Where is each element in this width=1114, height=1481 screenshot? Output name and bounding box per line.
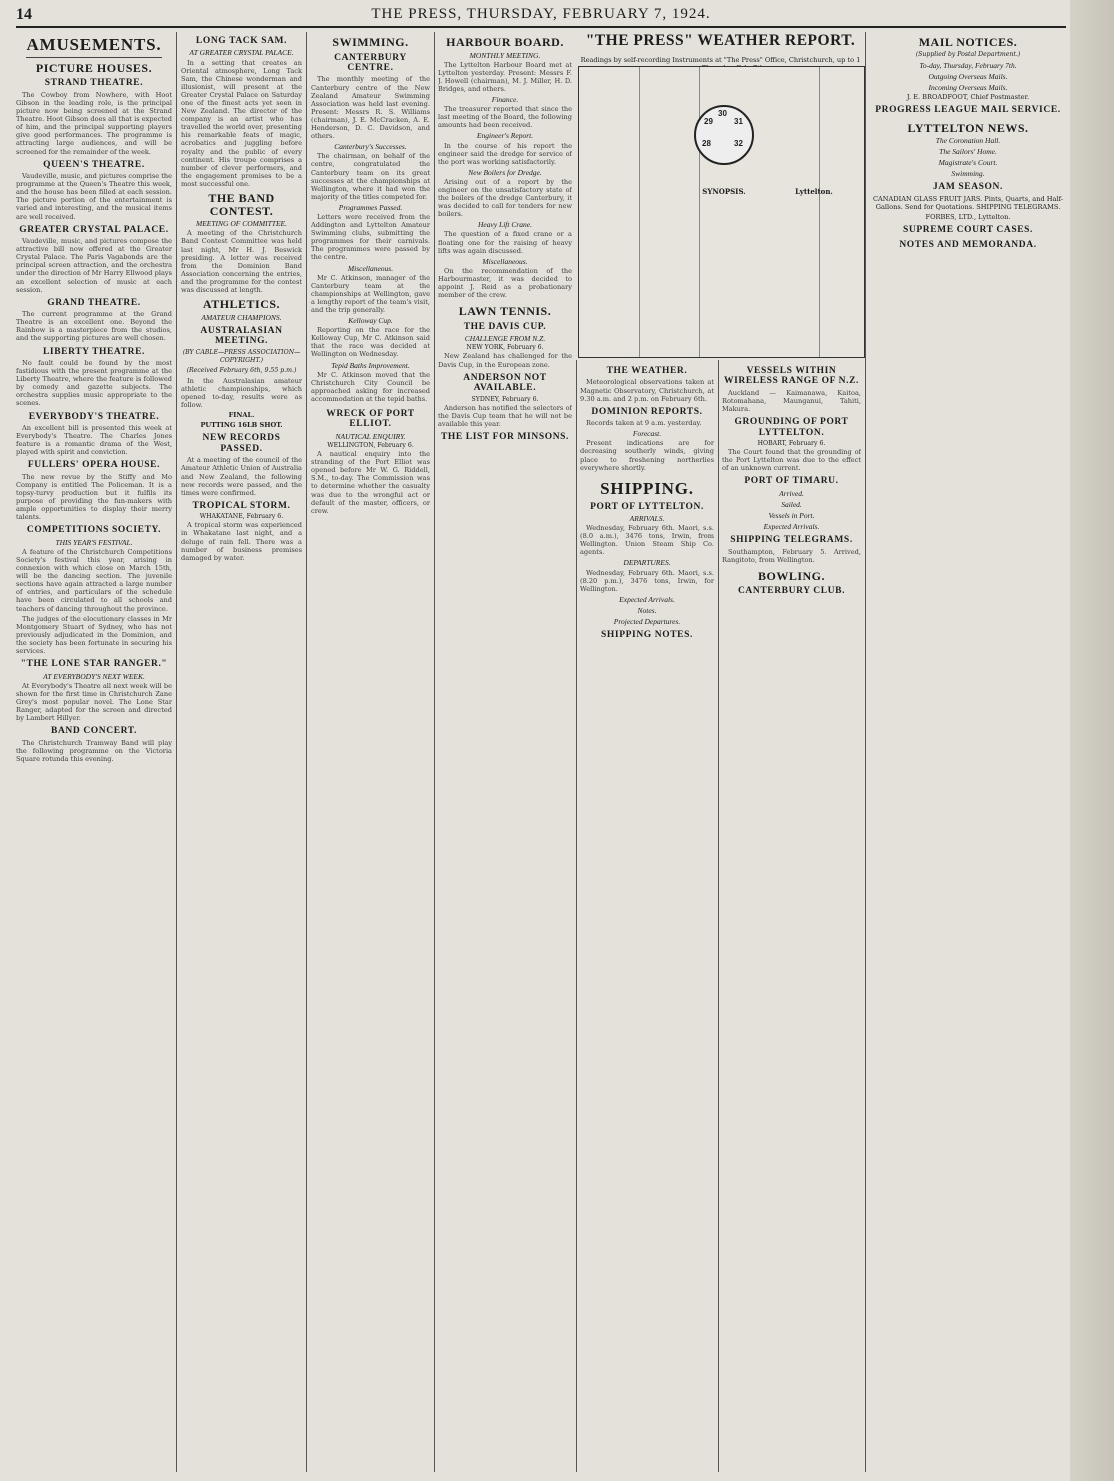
dateline: NEW YORK, February 6. bbox=[466, 344, 544, 352]
article-body: New Zealand has challenged for the Davis Cup, in the European zone. bbox=[438, 352, 572, 369]
article-subheading: MONTHLY MEETING. bbox=[469, 50, 541, 60]
article-subheading: Miscellaneous. bbox=[482, 256, 528, 266]
article-heading: PORT OF TIMARU. bbox=[744, 476, 839, 487]
column-rule bbox=[434, 32, 435, 1472]
column-sport-2 bbox=[311, 32, 430, 1472]
adjacent-page-edge bbox=[1070, 0, 1114, 1481]
article-body: On the recommendation of the Harbourmaster, it was decided to appoint J. Reid as a probationary member of the crew. bbox=[438, 266, 572, 300]
article-body: Reporting on the race for the Kelloway Cup, Mr C. Atkinson said that the race was decided at Wellington on Wednesday. bbox=[311, 326, 430, 359]
article-subheading: Tepid Baths Improvement. bbox=[331, 360, 410, 370]
dateline: (Received February 6th, 9.55 p.m.) bbox=[186, 366, 297, 374]
lyttelton-heading: Lyttelton. bbox=[795, 187, 833, 196]
dial-number: 30 bbox=[718, 109, 727, 118]
article-body: The Christchurch Tramway Band will play the following programme on the Victoria Square rotunda this evening. bbox=[16, 738, 172, 763]
column-shipping bbox=[722, 362, 861, 1472]
advert-text: CANADIAN GLASS FRUIT JARS. Pints, Quarts, and Half-Gallons. Send for Quotations. SHIPPING TELEGRAMS. bbox=[872, 194, 1063, 211]
article-heading: LONG TACK SAM. bbox=[195, 36, 288, 46]
article-subheading: MEETING OF COMMITTEE. bbox=[195, 219, 288, 229]
dateline: (BY CABLE—PRESS ASSOCIATION—COPYRIGHT.) bbox=[182, 348, 301, 364]
masthead bbox=[16, 4, 1066, 28]
barometer-dial bbox=[694, 105, 754, 165]
article-heading: DOMINION REPORTS. bbox=[591, 406, 703, 417]
article-body: The question of a fixed crane or a floating one for the raising of heavy lifts was again discussed. bbox=[438, 230, 572, 255]
section-heading: AMUSEMENTS. bbox=[26, 35, 162, 54]
article-subheading: Vessels in Port. bbox=[768, 511, 815, 521]
article-body: Southampton, February 5. Arrived, Rangitoto, from Wellington. bbox=[722, 547, 861, 564]
article-heading: NOTES AND MEMORANDA. bbox=[899, 239, 1037, 250]
column-amusements bbox=[16, 32, 172, 1472]
article-heading: SWIMMING. bbox=[332, 35, 409, 49]
article-heading: THE WEATHER. bbox=[606, 366, 688, 376]
article-body: A tropical storm was experienced in Whakatane last night, and a deluge of rain fell. There was a number of business premises damaged by water. bbox=[181, 521, 302, 562]
article-heading: CANTERBURY CLUB. bbox=[737, 586, 846, 597]
article-heading: BOWLING. bbox=[757, 568, 825, 583]
dial-number: 28 bbox=[702, 139, 711, 148]
barograph-panel bbox=[578, 66, 865, 358]
article-subheading: Miscellaneous. bbox=[347, 263, 394, 273]
column-rule bbox=[306, 32, 307, 1472]
article-body: The treasurer reported that since the last meeting of the Board, the following amounts had been received. bbox=[438, 105, 572, 130]
column-harbour bbox=[438, 32, 572, 1472]
article-heading: AUSTRALASIAN MEETING. bbox=[200, 325, 283, 347]
article-body: The chairman, on behalf of the centre, congratulated the Canterbury team on its great successes at the championships at Wellington, where it had won the majority of the titles competed for. bbox=[311, 152, 430, 201]
column-sport-1 bbox=[181, 32, 302, 1472]
article-body: Wednesday, February 6th. Maori, s.s. (8.0 a.m.), 3476 tons, Irwin, from Wellington. Union Steam Ship Co. agents. bbox=[580, 524, 714, 557]
signature: J. E. BROADFOOT, Chief Postmaster. bbox=[906, 92, 1030, 101]
article-heading: THE DAVIS CUP. bbox=[463, 321, 547, 332]
dateline: (Supplied by Postal Department.) bbox=[915, 50, 1021, 58]
article-body: Mr C. Atkinson, manager of the Canterbury team at the championships at Wellington, gave a lengthy report of the team's visit, and the trip generally. bbox=[311, 273, 430, 314]
article-subheading: Forecast. bbox=[632, 429, 662, 439]
article-heading: SHIPPING TELEGRAMS. bbox=[730, 535, 853, 546]
article-body: Anderson has notified the selectors of the Davis Cup team that he will not be available this year. bbox=[438, 403, 572, 428]
column-rule bbox=[718, 360, 719, 1472]
article-body: At a meeting of the council of the Amateur Athletic Union of Australia and New Zealand, the following new records were passed, and the times were confirmed. bbox=[181, 456, 302, 497]
article-heading: THE LIST FOR MINSONS. bbox=[440, 431, 570, 442]
article-heading: LAWN TENNIS. bbox=[458, 304, 552, 319]
article-heading: ATHLETICS. bbox=[202, 297, 281, 312]
article-subheading: Expected Arrivals. bbox=[619, 594, 675, 604]
article-body: Wednesday, February 6th. Maori, s.s. (8.20 p.m.), 3476 tons, Irwin, for Wellington. bbox=[580, 568, 714, 593]
article-heading: GROUNDING OF PORT LYTTELTON. bbox=[734, 417, 849, 438]
article-heading: BAND CONCERT. bbox=[51, 726, 137, 737]
section-heading: LYTTELTON NEWS. bbox=[907, 120, 1029, 135]
article-heading: "THE LONE STAR RANGER." bbox=[20, 659, 168, 670]
article-body: Meteorological observations taken at Magnetic Observatory, Christchurch, at 9.30 a.m. and 2 p.m. on February 6th. bbox=[580, 378, 714, 403]
dial-number: 31 bbox=[734, 117, 743, 126]
article-heading: SUPREME COURT CASES. bbox=[903, 225, 1033, 236]
grid-line bbox=[819, 67, 820, 357]
article-subheading: AT EVERYBODY'S NEXT WEEK. bbox=[43, 671, 145, 681]
section-heading: SHIPPING. bbox=[600, 478, 694, 498]
dateline: SYDNEY, February 6. bbox=[471, 395, 539, 403]
article-body: The monthly meeting of the Canterbury centre of the New Zealand Amateur Swimming Association was held last evening. Present: Messrs R. S. Williams (chairman), J. E. McCracken, A. E. Henderson, D. C. Davidson, and others. bbox=[311, 75, 430, 141]
article-heading: EVERYBODY'S THEATRE. bbox=[28, 411, 160, 422]
article-body: Vaudeville, music, and pictures comprise the programme at the Queen's Theatre this week, and the house has been filled at each session. The picture portion of the entertainment is varied and interesting, and the musical items are well received. bbox=[16, 172, 172, 221]
article-body: Mr C. Atkinson moved that the Christchurch City Council be approached asking for increased accommodation at the tepid baths. bbox=[311, 370, 430, 403]
article-heading: THE BAND CONTEST. bbox=[208, 191, 275, 218]
article-subheading: Sailed. bbox=[781, 499, 802, 509]
article-subheading: Kelloway Cup. bbox=[348, 316, 393, 326]
article-subheading: CHALLENGE FROM N.Z. bbox=[464, 334, 546, 344]
article-body: Present indications are for decreasing southerly winds, giving place to freshening northerlies everywhere shortly. bbox=[580, 439, 714, 472]
masthead-title: THE PRESS, THURSDAY, FEBRUARY 7, 1924. bbox=[371, 6, 711, 22]
article-body: The judges of the elocutionary classes in Mr Montgomery Stuart of Sydney, who has not previously adjudicated in the Dominion, and the society has been fortunate in securing his services. bbox=[16, 614, 172, 655]
weather-subtitle: Readings by self-recording Instruments at "The Press" Office, Christchurch, up to 1 bbox=[580, 56, 861, 64]
article-heading: FULLERS' OPERA HOUSE. bbox=[27, 460, 161, 471]
article-subheading: Finance. bbox=[491, 95, 519, 105]
article-subheading: Arrived. bbox=[779, 488, 804, 498]
article-subheading: Canterbury's Successes. bbox=[334, 142, 407, 152]
page-number: 14 bbox=[16, 6, 32, 23]
article-body: The current programme at the Grand Theatre is an excellent one. Beyond the Rainbow is a masterpiece from the studios, and the supporting pictures are well chosen. bbox=[16, 310, 172, 343]
article-body: In the Australasian amateur athletic championships, which opened to-day, results were as follow. bbox=[181, 376, 302, 410]
article-subheading: Heavy Lift Crane. bbox=[478, 220, 532, 230]
article-heading: GRAND THEATRE. bbox=[47, 297, 141, 308]
article-body: The Lyttelton Harbour Board met at Lyttelton yesterday. Present: Messrs F. J. Howell (chairman), M. J. Miller, H. D. Bridges, and others. bbox=[438, 60, 572, 93]
article-subheading: ARRIVALS. bbox=[629, 514, 665, 523]
dial-number: 32 bbox=[734, 139, 743, 148]
subsection-heading: PUTTING 16LB SHOT. bbox=[200, 421, 283, 430]
article-body: Letters were received from the Addington and Lyttelton Amateur Swimming clubs, submitting the programmes for their carnivals. The programmes were passed by the centre. bbox=[311, 212, 430, 262]
advert-signature: FORBES, LTD., Lyttelton. bbox=[925, 213, 1011, 222]
article-body: In the course of his report the engineer said the dredge for service of the port was working satisfactorily. bbox=[438, 141, 572, 166]
article-heading: HARBOUR BOARD. bbox=[446, 35, 564, 49]
article-subheading: Incoming Overseas Mails. bbox=[928, 82, 1008, 92]
article-subheading: Magistrate's Court. bbox=[938, 158, 998, 168]
article-body: No fault could be found by the most fastidious with the present programme at the Liberty Theatre, where the feature is followed by comedy and gazette subjects. The orchestra supplies music appropriate to the scenes. bbox=[16, 358, 172, 408]
article-subheading: DEPARTURES. bbox=[623, 558, 671, 568]
article-body: Arising out of a report by the engineer on the unsatisfactory state of the boilers of the dredge Canterbury, it was decided to call for tenders for new boilers. bbox=[438, 177, 572, 219]
article-body: At Everybody's Theatre all next week will be shown for the first time in Christchurch Zane Grey's most popular novel. The Lone Star Ranger, adapted for the screen and directed by Lambert Hillyer. bbox=[16, 681, 172, 722]
article-subheading: Programmes Passed. bbox=[338, 202, 403, 212]
article-body: The Court found that the grounding of the Port Lyttelton was due to the effect of an unknown current. bbox=[722, 448, 861, 473]
subsection-heading: FINAL. bbox=[228, 411, 255, 420]
article-subheading: AMATEUR CHAMPIONS. bbox=[201, 312, 282, 322]
article-body: The new revue by the Stiffy and Mo Company is entitled The Policeman. It is a topsy-turvy production but it fulfils its purpose of providing the fun-makers with ample opportunities to display their merry talents. bbox=[16, 472, 172, 522]
article-body: A feature of the Christchurch Competitions Society's festival this year, arising in connexion with which close on March 15th, will be the dancing section. The juvenile sections have again attracted a large number of entries, and particulars of the schedule have been circulated to all schools and teachers of dancing throughout the province. bbox=[16, 547, 172, 613]
article-subheading: AT GREATER CRYSTAL PALACE. bbox=[189, 48, 294, 58]
article-heading: GREATER CRYSTAL PALACE. bbox=[19, 224, 169, 235]
column-rule bbox=[176, 32, 177, 1472]
article-heading: CANTERBURY CENTRE. bbox=[334, 52, 407, 74]
article-subheading: The Sailors' Home. bbox=[939, 147, 997, 157]
article-body: Auckland — Kaimanawa, Kaitoa, Rotomahana, Maunganui, Tahiti, Makura. bbox=[722, 388, 861, 414]
article-heading: PROGRESS LEAGUE MAIL SERVICE. bbox=[875, 105, 1061, 116]
article-heading: VESSELS WITHIN WIRELESS RANGE OF N.Z. bbox=[723, 366, 860, 387]
article-subheading: Outgoing Overseas Mails. bbox=[928, 71, 1008, 81]
synopsis-heading: SYNOPSIS. bbox=[702, 187, 746, 196]
article-heading: STRAND THEATRE. bbox=[44, 78, 144, 89]
dateline: WHAKATANE, February 6. bbox=[199, 513, 284, 521]
article-subheading: NAUTICAL ENQUIRY. bbox=[335, 431, 406, 441]
article-body: An excellent bill is presented this week at Everybody's Theatre. The Charles Jones feature is a romantic drama of the West, played with spirit and conviction. bbox=[16, 423, 172, 457]
article-body: Vaudeville, music, and pictures compose the attractive bill now offered at the Greater Crystal Palace. The Paris Vagabonds are the principal screen attraction, and the orchestra under the direction of Mr Harry Ellwood plays an excellent selection of music at each session. bbox=[16, 237, 172, 294]
grid-line bbox=[639, 67, 640, 357]
dial-number: 29 bbox=[704, 117, 713, 126]
divider bbox=[26, 57, 162, 58]
article-body: The Cowboy from Nowhere, with Hoot Gibson in the leading role, is the principal picture now being screened at the Strand Theatre. Hoot Gibson does all that is expected of him, and the principal supporting players give good performances. The programme is attracting large audiences, and will be screened for the remainder of the week. bbox=[16, 90, 172, 156]
dateline: WELLINGTON, February 6. bbox=[327, 442, 414, 449]
column-weather-details bbox=[580, 362, 714, 1472]
dateline: HOBART, February 6. bbox=[757, 440, 826, 448]
article-heading: PORT OF LYTTELTON. bbox=[590, 501, 704, 512]
article-heading: SHIPPING NOTES. bbox=[601, 630, 693, 641]
section-heading: PICTURE HOUSES. bbox=[35, 60, 153, 75]
article-heading: JAM SEASON. bbox=[933, 182, 1003, 193]
article-heading: LIBERTY THEATRE. bbox=[42, 346, 145, 357]
article-heading: WRECK OF PORT ELLIOT. bbox=[326, 409, 415, 430]
article-body: A nautical enquiry into the stranding of the Port Elliot was opened before Mr W. G. Riddell, S.M., to-day. The Commission was to determine whether the casualty was due to the wrongful act or default of the master, officers, or crew. bbox=[311, 450, 430, 515]
section-heading: MAIL NOTICES. bbox=[918, 35, 1018, 49]
article-subheading: The Coronation Hall. bbox=[935, 136, 1001, 146]
article-subheading: Projected Departures. bbox=[613, 617, 681, 627]
article-body: In a setting that creates an Oriental atmosphere, Long Tack Sam, the Chinese wonderman and illusionist, will present at the Greater Crystal Palace on Saturday one of the finest acts yet seen in New Zealand. The director of the company is an artist who has travelled the world over, presenting his remarkable feats of magic, acrobatics and juggling before royalty and the public of every continent. His troupe comprises a number of clever performers, and the engagement promises to be a most successful one. bbox=[181, 58, 302, 188]
article-subheading: Engineer's Report. bbox=[476, 131, 534, 141]
article-subheading: Expected Arrivals. bbox=[763, 522, 820, 532]
article-subheading: Notes. bbox=[637, 605, 657, 615]
article-subheading: THIS YEAR'S FESTIVAL. bbox=[55, 537, 133, 547]
article-body: Records taken at 9 a.m. yesterday. bbox=[586, 419, 702, 428]
article-subheading: Swimming. bbox=[951, 169, 985, 179]
article-heading: ANDERSON NOT AVAILABLE. bbox=[463, 372, 547, 394]
column-notices bbox=[870, 32, 1066, 1472]
weather-title: "THE PRESS" WEATHER REPORT. bbox=[585, 32, 856, 49]
article-heading: QUEEN'S THEATRE. bbox=[43, 159, 145, 170]
grid-line bbox=[699, 67, 700, 357]
article-body: A meeting of the Christchurch Band Contest Committee was held last night, Mr H. J. Beswick presiding. A letter was received from the Dominion Band Association concerning the entries, and the programme for the contest was discussed at length. bbox=[181, 229, 302, 294]
column-rule bbox=[865, 32, 866, 1472]
article-heading: TROPICAL STORM. bbox=[192, 500, 291, 511]
article-subheading: New Boilers for Dredge. bbox=[468, 167, 542, 177]
article-heading: NEW RECORDS PASSED. bbox=[202, 433, 281, 454]
article-heading: COMPETITIONS SOCIETY. bbox=[26, 525, 162, 536]
article-subheading: To-day, Thursday, February 7th. bbox=[919, 60, 1017, 70]
column-rule bbox=[576, 360, 577, 1472]
